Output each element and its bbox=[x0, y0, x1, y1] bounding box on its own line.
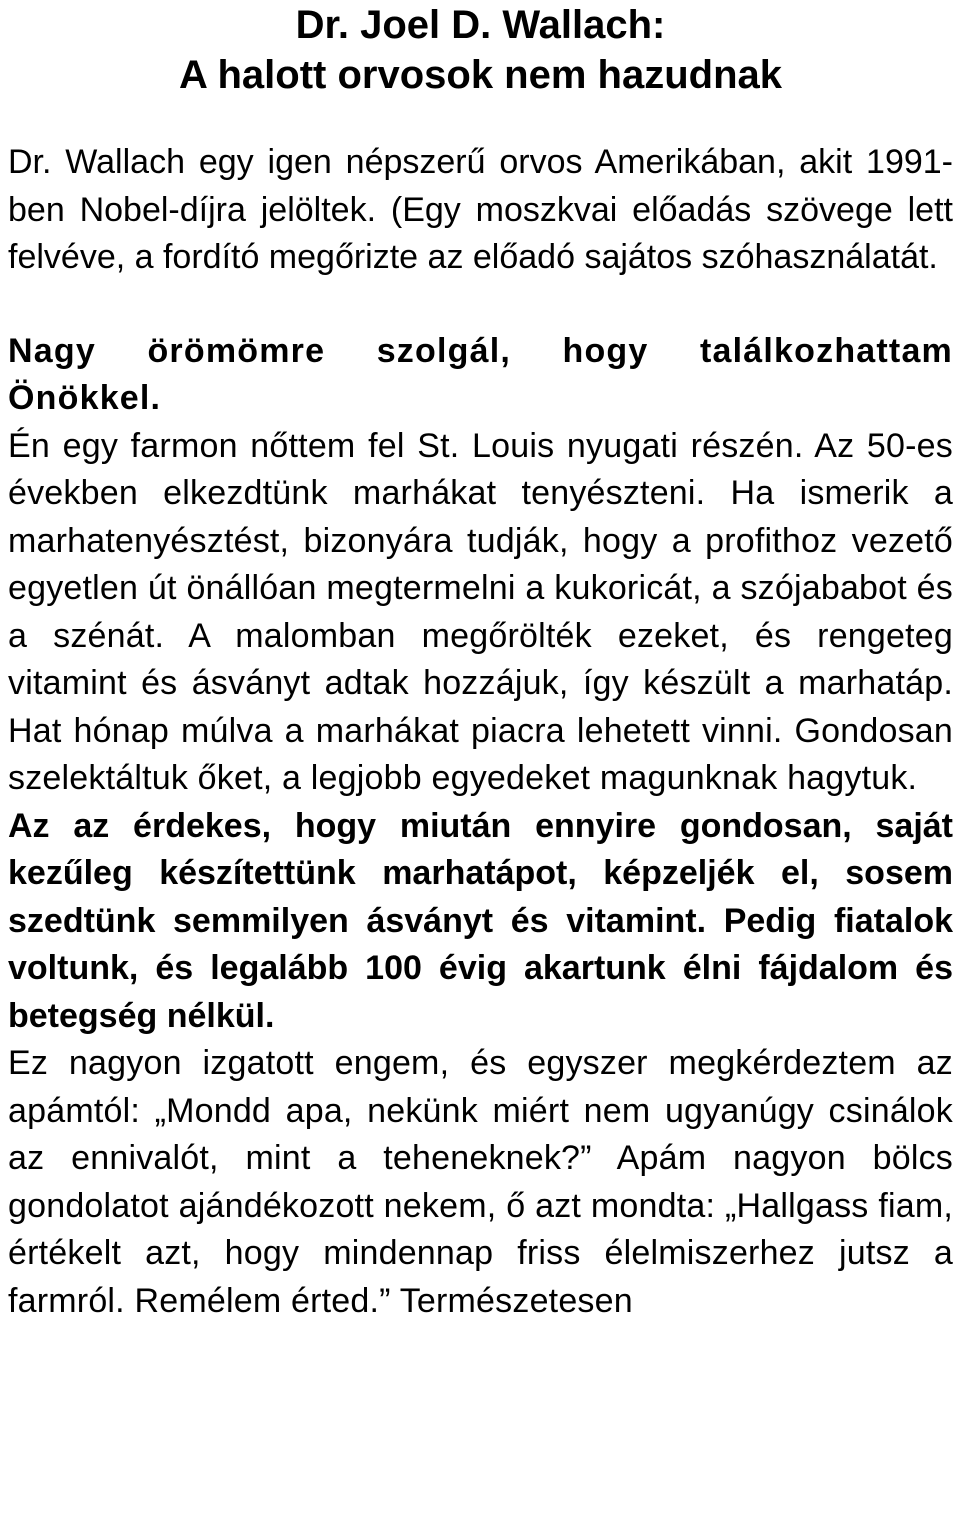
title-line-2: A halott orvosok nem hazudnak bbox=[178, 53, 783, 97]
dialogue-paragraph: Ez nagyon izgatott engem, és egyszer megkérdeztem az apámtól: „Mondd apa, nekünk miért nem ugyanúgy csinálok az ennivalót, mint a teheneknek?” Apám nagyon bölcs gondolatot ajándékozott nekem, ő azt mondta: „Hallgass fiam, értékelt azt, hogy mindennap friss élelmiszerhez jutsz a farmról. Remélem érted.” Természetesen bbox=[8, 1044, 953, 1320]
bold-paragraph: Az az érdekes, hogy miután ennyire gondosan, saját kezűleg készítettünk marhatápot, képzeljék el, sosem szedtünk semmilyen ásványt és vitamint. Pedig fiatalok voltunk, és legalább 100 évig akartunk élni fájdalom és betegség nélkül. bbox=[8, 806, 953, 1035]
title-line-1: Dr. Joel D. Wallach: bbox=[295, 3, 666, 47]
document-title bbox=[8, 0, 953, 100]
intro-paragraph: Dr. Wallach egy igen népszerű orvos Amerikában, akit 1991-ben Nobel-díjra jelöltek. (Egy moszkvai előadás szövege lett felvéve, a fordító megőrizte az előadó sajátos szóhasználatát. bbox=[8, 143, 953, 276]
greeting-paragraph: Nagy örömömre szolgál, hogy találkozhattam Önökkel. bbox=[8, 331, 953, 417]
document-page bbox=[8, 0, 953, 1325]
story-paragraph: Én egy farmon nőttem fel St. Louis nyugati részén. Az 50-es években elkezdtünk marhákat tenyészteni. Ha ismerik a marhatenyésztést, bizonyára tudják, hogy a profithoz vezető egyetlen út önállóan megtermelni a kukoricát, a szójababot és a szénát. A malomban megőrölték ezeket, és rengeteg vitamint és ásványt adtak hozzájuk, így készült a marhatáp. Hat hónap múlva a marhákat piacra lehetett vinni. Gondosan szelektáltuk őket, a legjobb egyedeket magunknak hagytuk. bbox=[8, 426, 953, 797]
